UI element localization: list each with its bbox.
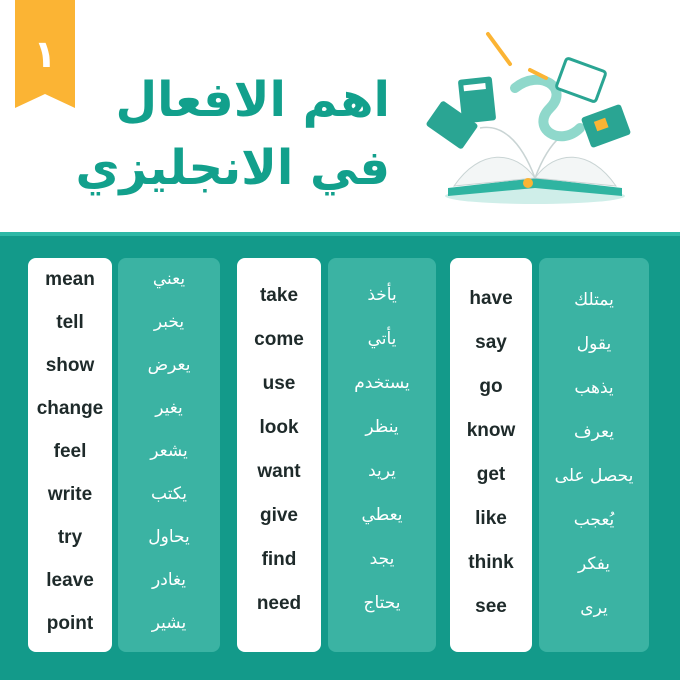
arabic-verb: يشير — [151, 613, 187, 633]
english-verb: find — [261, 549, 297, 570]
arabic-verb: يكتب — [151, 484, 187, 504]
arabic-verb: يقول — [576, 334, 612, 354]
arabic-column-2 — [328, 258, 436, 652]
english-verb: come — [254, 329, 304, 350]
english-verb: show — [45, 355, 95, 376]
english-verb: give — [259, 505, 299, 526]
open-book-icon — [420, 28, 650, 208]
arabic-verb: يريد — [368, 461, 396, 481]
english-verb: need — [256, 593, 302, 614]
english-verb: think — [468, 552, 514, 573]
arabic-verb: يمتلك — [574, 290, 614, 310]
arabic-verb: يحتاج — [363, 593, 401, 613]
english-verb: like — [475, 508, 507, 529]
english-verb: want — [257, 461, 301, 482]
english-verb: try — [57, 527, 83, 548]
english-verb: see — [475, 596, 507, 617]
arabic-column-3 — [539, 258, 649, 652]
page-title-line-2: في الانجليزي — [75, 140, 390, 196]
arabic-verb: يعرف — [574, 422, 614, 442]
english-verb: have — [469, 288, 513, 309]
english-verb: take — [259, 285, 299, 306]
english-verb: use — [262, 373, 296, 394]
arabic-verb: يخبر — [153, 312, 185, 332]
arabic-column-1 — [118, 258, 220, 652]
english-verb: look — [259, 417, 299, 438]
arabic-verb: يأخذ — [367, 285, 397, 305]
arabic-verb: يحاول — [148, 527, 190, 547]
arabic-verb: يحصل على — [554, 466, 634, 486]
english-verb: leave — [46, 570, 94, 591]
arabic-verb: يرى — [580, 598, 608, 618]
arabic-verb: يُعجب — [573, 510, 615, 530]
english-verb: say — [475, 332, 507, 353]
arabic-verb: يعرض — [147, 355, 191, 375]
english-column-3 — [450, 258, 532, 652]
english-verb: write — [47, 484, 93, 505]
badge-number: ١ — [33, 32, 57, 76]
page-title-line-1: اهم الافعال — [115, 72, 390, 128]
arabic-verb: يجد — [369, 549, 395, 569]
english-verb: change — [36, 398, 104, 419]
english-verb: know — [466, 420, 516, 441]
arabic-verb: يشعر — [150, 441, 188, 461]
arabic-verb: ينظر — [365, 417, 399, 437]
english-verb: get — [476, 464, 506, 485]
arabic-verb: يذهب — [574, 378, 614, 398]
english-verb: go — [479, 376, 503, 397]
arabic-verb: يعطي — [361, 505, 403, 525]
english-verb: tell — [56, 312, 84, 333]
english-column-2 — [237, 258, 321, 652]
arabic-verb: يغير — [155, 398, 183, 418]
arabic-verb: يغادر — [152, 570, 186, 590]
panel-top-border — [0, 232, 680, 236]
english-column-1 — [28, 258, 112, 652]
english-verb: mean — [45, 269, 95, 290]
english-verb: point — [46, 613, 94, 634]
english-verb: feel — [53, 441, 87, 462]
arabic-verb: يفكر — [577, 554, 611, 574]
arabic-verb: يستخدم — [354, 373, 410, 393]
arabic-verb: يأتي — [367, 329, 397, 349]
arabic-verb: يعني — [152, 269, 186, 289]
